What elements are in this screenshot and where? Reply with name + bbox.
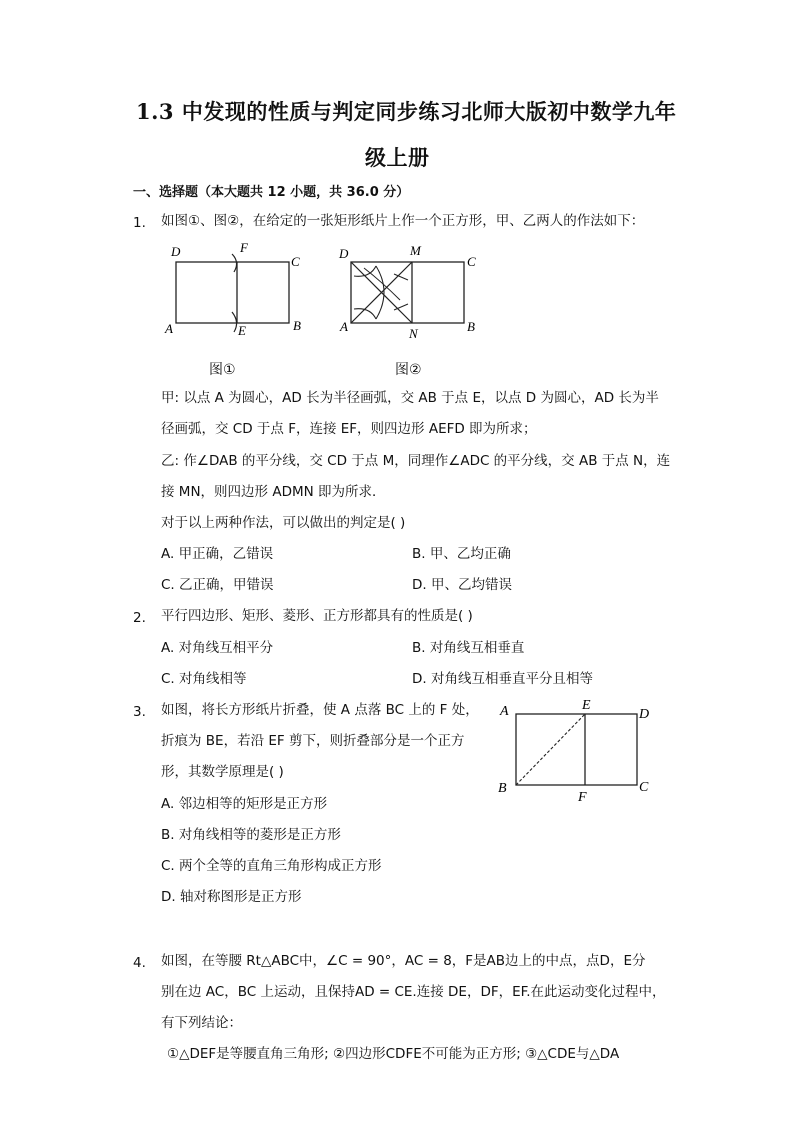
question-text: 乙: 作∠DAB 的平分线，交 CD 于点 M，同理作∠ADC 的平分线，交 AB 于点 N，连 xyxy=(161,453,671,469)
question-text: 有下列结论： xyxy=(161,1015,242,1031)
label-M: M xyxy=(410,243,421,258)
option-d[interactable]: D. 对角线互相垂直平分且相等 xyxy=(412,671,593,687)
option-d[interactable]: D. 甲、乙均错误 xyxy=(412,577,512,593)
question-text: 别在边 AC，BC 上运动，且保持AD = CE.连接 DE，DF，EF.在此运动变化过程中， xyxy=(161,984,666,1000)
option-b[interactable]: B. 对角线互相垂直 xyxy=(412,640,525,656)
question-text: 对于以上两种作法，可以做出的判定是( ) xyxy=(161,515,406,531)
label-A: A xyxy=(340,319,348,334)
label-C: C xyxy=(639,780,649,795)
label-E: E xyxy=(238,323,246,338)
option-b[interactable]: B. 甲、乙均正确 xyxy=(412,546,511,562)
option-a[interactable]: A. 甲正确，乙错误 xyxy=(161,546,274,562)
option-c[interactable]: C. 乙正确，甲错误 xyxy=(161,577,274,593)
label-C: C xyxy=(467,254,476,269)
option-d[interactable]: D. 轴对称图形是正方形 xyxy=(161,889,302,905)
question-number: 4. xyxy=(133,955,146,971)
question-number: 3. xyxy=(133,704,146,720)
label-A: A xyxy=(165,321,173,336)
label-D: D xyxy=(339,246,349,261)
question-text: 平行四边形、矩形、菱形、正方形都具有的性质是( ) xyxy=(161,608,473,624)
figure-2 xyxy=(334,238,484,338)
label-F: F xyxy=(578,790,587,804)
question-text: 折痕为 BE，若沿 EF 剪下，则折叠部分是一个正方 xyxy=(161,733,465,749)
page-title: 1.3 中发现的性质与判定同步练习北师大版初中数学九年 xyxy=(136,99,677,124)
label-F: F xyxy=(240,240,248,255)
figure-2-caption: 图② xyxy=(395,362,422,378)
question-text: 接 MN，则四边形 ADMN 即为所求． xyxy=(161,484,386,500)
section-heading: 一、选择题（本大题共 12 小题，共 36.0 分） xyxy=(133,185,410,200)
label-E: E xyxy=(582,698,591,713)
label-C: C xyxy=(291,254,300,269)
label-B: B xyxy=(498,781,507,796)
option-b[interactable]: B. 对角线相等的菱形是正方形 xyxy=(161,827,341,843)
question-text: ①△DEF是等腰直角三角形; ②四边形CDFE不可能为正方形; ③△CDE与△DA xyxy=(167,1046,620,1062)
label-B: B xyxy=(293,318,301,333)
question-text: 如图①、图②，在给定的一张矩形纸片上作一个正方形，甲、乙两人的作法如下： xyxy=(161,213,645,229)
question-text: 形，其数学原理是( ) xyxy=(161,764,284,780)
option-c[interactable]: C. 两个全等的直角三角形构成正方形 xyxy=(161,858,382,874)
question-text: 如图，在等腰 Rt△ABC中，∠C = 90°，AC = 8，F是AB边上的中点，点D，E分 xyxy=(161,953,646,969)
label-D: D xyxy=(639,707,650,722)
page-title-line2: 级上册 xyxy=(365,145,430,170)
figure-1 xyxy=(160,238,310,338)
label-B: B xyxy=(467,319,475,334)
option-a[interactable]: A. 邻边相等的矩形是正方形 xyxy=(161,796,328,812)
label-N: N xyxy=(409,326,418,338)
figure-1-caption: 图① xyxy=(209,362,236,378)
label-A: A xyxy=(500,704,509,719)
figure-3 xyxy=(494,694,664,804)
question-number: 1. xyxy=(133,215,146,231)
question-number: 2. xyxy=(133,610,146,626)
option-a[interactable]: A. 对角线互相平分 xyxy=(161,640,274,656)
option-c[interactable]: C. 对角线相等 xyxy=(161,671,247,687)
question-text: 径画弧，交 CD 于点 F，连接 EF，则四边形 AEFD 即为所求； xyxy=(161,421,537,437)
question-text: 如图，将长方形纸片折叠，使 A 点落 BC 上的 F 处， xyxy=(161,702,479,718)
label-D: D xyxy=(171,244,181,259)
question-text: 甲: 以点 A 为圆心，AD 长为半径画弧，交 AB 于点 E，以点 D 为圆心，AD 长为半 xyxy=(161,390,659,406)
